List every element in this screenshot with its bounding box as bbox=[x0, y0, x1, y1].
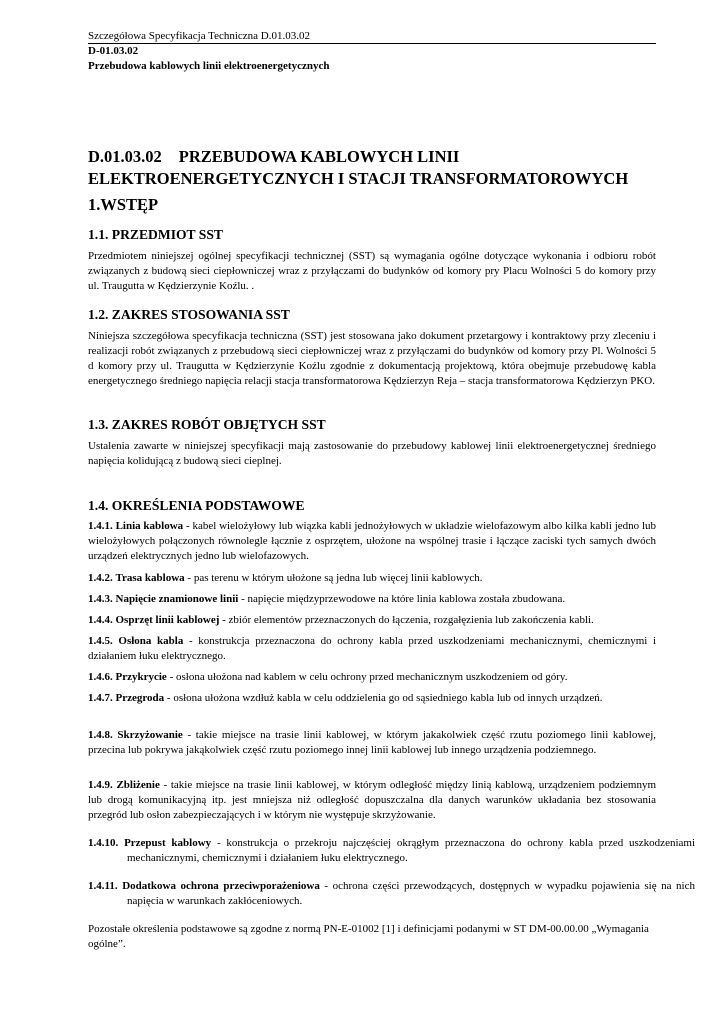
definition-text: - takie miejsce na trasie linii kablowej, w którym jakakolwiek część rzutu poziomego linii kablowej, przecina lub pokrywa jakąkolwiek część rzutu poziomego innej linii kablowej lub innego urządzenia podziemnego. bbox=[88, 729, 656, 756]
definition-item bbox=[88, 691, 656, 706]
section-heading-1-2: 1.2. ZAKRES STOSOWANIA SST bbox=[88, 307, 290, 322]
definition-term: Osprzęt linii kablowej bbox=[115, 614, 220, 626]
definition-term: 1.4.4. bbox=[88, 614, 113, 626]
definition-term: 1.4.8. bbox=[88, 729, 113, 741]
definition-text: - pas terenu w którym ułożone są jedna lub więcej linii kablowych. bbox=[184, 572, 483, 584]
section-heading-1-3: 1.3. ZAKRES ROBÓT OBJĘTYCH SST bbox=[88, 417, 326, 432]
running-header-title: Szczegółowa Specyfikacja Techniczna D.01.03.02 bbox=[88, 30, 656, 44]
running-header-code: D-01.03.02 bbox=[88, 45, 139, 57]
definition-term: Zbliżenie bbox=[116, 779, 160, 791]
definition-item bbox=[88, 728, 656, 758]
definition-term: Przykrycie bbox=[115, 671, 167, 683]
title-code: D.01.03.02 bbox=[88, 147, 162, 166]
definition-term: Dodatkowa ochrona przeciwporażeniowa bbox=[122, 880, 320, 892]
definition-term: 1.4.3. bbox=[88, 593, 113, 605]
definition-term: 1.4.10. bbox=[88, 837, 119, 849]
definition-term: Osłona kabla bbox=[118, 635, 184, 647]
definition-text: - kabel wielożyłowy lub wiązka kabli jednożyłowych w układzie wielofazowym albo kilka kabli jedno lub wielożyłowych połączonych równolegle łącznie z osprzętem, ułożone na wspólnej trasie i łączące zaciski tych samych dwóch urządzeń elektrycznych jedno lub wielofazowych. bbox=[88, 520, 657, 562]
definition-item bbox=[88, 613, 656, 628]
definition-text: - osłona ułożona nad kablem w celu ochrony przed mechanicznym uszkodzeniem od góry. bbox=[166, 671, 568, 683]
definition-term: Skrzyżowanie bbox=[117, 729, 183, 741]
section-text-1-2: Niniejsza szczegółowa specyfikacja techniczna (SST) jest stosowana jako dokument przetargowy i kontraktowy przy zleceniu i realizacji robót związanych z przebudową sieci ciepłowniczej wraz z przyłączami do budynków od komory przy Pl. Wolności 5 d komory przy ul. Traugutta w Kędzierzynie Koźlu zgodnie z dokumentacją projektową, która obejmuje przebudowę kabla energetycznego średniego napięcia relacji stacja transformatorowa Kędzierzyn Reja – stacja transformatorowa Kędzierzyn PKO. bbox=[88, 330, 656, 387]
running-header-subtitle: Przebudowa kablowych linii elektroenergetycznych bbox=[88, 60, 330, 72]
definition-term: Przegroda bbox=[115, 692, 165, 704]
definition-item bbox=[88, 519, 656, 564]
title-line1: PRZEBUDOWA KABLOWYCH LINII bbox=[178, 147, 460, 166]
definition-text: - zbiór elementów przeznaczonych do łączenia, rozgałęzienia lub zakończenia kabli. bbox=[219, 614, 594, 626]
document-title bbox=[88, 146, 656, 190]
title-line2: ELEKTROENERGETYCZNYCH I STACJI TRANSFORMATOROWYCH bbox=[88, 169, 629, 188]
definition-item bbox=[88, 670, 656, 685]
definition-term: Przepust kablowy bbox=[124, 837, 212, 849]
definition-text: - takie miejsce na trasie linii kablowej, w którym odległość między linią kablową, urządzeniem podziemnym lub drogą komunikacyjną itp. jest mniejsza niż odległość dopuszczalna dla danych warunków układania bez stosowania przegród lub osłon zabezpieczających i w którym nie występuje skrzyżowanie. bbox=[88, 779, 657, 821]
definition-term: 1.4.7. bbox=[88, 692, 113, 704]
definition-item bbox=[88, 836, 695, 866]
definition-text: - napięcie międzyprzewodowe na które linia kablowa została zbudowana. bbox=[238, 593, 566, 605]
definition-item bbox=[88, 778, 656, 823]
definition-text: - konstrukcja przeznaczona do ochrony kabla przed uszkodzeniami mechanicznymi, chemicznymi i działaniem łuku elektrycznego. bbox=[88, 635, 657, 662]
section-heading-1-4: 1.4. OKREŚLENIA PODSTAWOWE bbox=[88, 498, 305, 513]
definition-term: 1.4.6. bbox=[88, 671, 113, 683]
definition-term: 1.4.1. bbox=[88, 520, 113, 532]
definition-item bbox=[88, 571, 656, 586]
closing-paragraph: Pozostałe określenia podstawowe są zgodne z normą PN-E-01002 [1] i definicjami podanymi w ST DM-00.00.00 „Wymagania ogólne”. bbox=[88, 923, 649, 950]
section-text-1-1: Przedmiotem niniejszej ogólnej specyfikacji technicznej (SST) są wymagania ogólne dotyczące wykonania i odbioru robót związanych z budową sieci ciepłowniczej wraz z przyłączami do budynków od komory pry Placu Wolności 5 do komory przy ul. Traugutta w Kędzierzynie Koźlu. . bbox=[88, 250, 656, 292]
definition-text: - ochrona części przewodzących, dostępnych w wypadku pojawienia się na nich napięcia w warunkach zakłóceniowych. bbox=[127, 880, 695, 907]
definition-term: 1.4.9. bbox=[88, 779, 113, 791]
definition-text: - osłona ułożona wzdłuż kabla w celu oddzielenia go od sąsiedniego kabla lub od innych urządzeń. bbox=[164, 692, 603, 704]
definition-text: - konstrukcja o przekroju najczęściej okrągłym przeznaczona do ochrony kabla przed uszkodzeniami mechanicznymi, chemicznymi i działaniem łuku elektrycznego. bbox=[127, 837, 695, 864]
section-text-1-3: Ustalenia zawarte w niniejszej specyfikacji mają zastosowanie do przebudowy kablowej linii elektroenergetycznej średniego napięcia kolidującą z budową sieci cieplnej. bbox=[88, 440, 656, 467]
definition-term: 1.4.11. bbox=[88, 880, 118, 892]
definition-term: Linia kablowa bbox=[115, 520, 184, 532]
definition-item bbox=[88, 879, 695, 909]
definition-item bbox=[88, 634, 656, 664]
definition-term: 1.4.5. bbox=[88, 635, 113, 647]
chapter-heading: 1.WSTĘP bbox=[88, 195, 159, 214]
definition-term: 1.4.2. bbox=[88, 572, 113, 584]
definition-term: Trasa kablowa bbox=[115, 572, 185, 584]
definition-item bbox=[88, 592, 656, 607]
definition-term: Napięcie znamionowe linii bbox=[115, 593, 239, 605]
section-heading-1-1: 1.1. PRZEDMIOT SST bbox=[88, 227, 223, 242]
